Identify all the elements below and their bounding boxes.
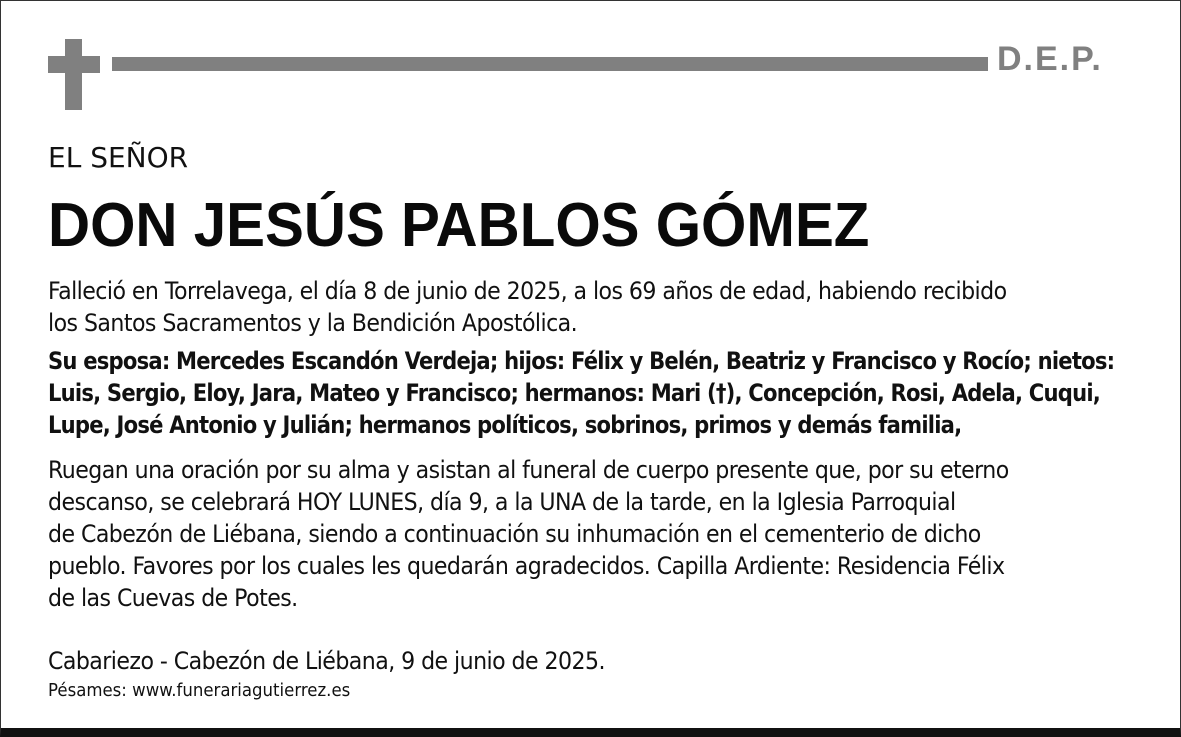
deceased-name: DON JESÚS PABLOS GÓMEZ <box>48 191 870 260</box>
text-line: Luis, Sergio, Eloy, Jara, Mateo y Francisco; hermanos: Mari (†), Concepción, Rosi, Adela, Cuqui, <box>48 379 1101 407</box>
text-line: Su esposa: Mercedes Escandón Verdeja; hijos: Félix y Belén, Beatriz y Francisco y Rocío; nietos: <box>48 347 1115 375</box>
cross-icon <box>48 39 100 110</box>
header-rule <box>112 57 988 71</box>
text-line: descanso, se celebrará HOY LUNES, día 9, a la UNA de la tarde, en la Iglesia Parroquial <box>48 488 956 516</box>
text-line: Falleció en Torrelavega, el día 8 de junio de 2025, a los 69 años de edad, habiendo recibido <box>48 277 1007 305</box>
text-line: pueblo. Favores por los cuales les quedarán agradecidos. Capilla Ardiente: Residencia Félix <box>48 552 1005 580</box>
dep-label: D.E.P. <box>997 40 1103 78</box>
intro-label: EL SEÑOR <box>48 141 189 174</box>
place-date: Cabariezo - Cabezón de Liébana, 9 de junio de 2025. <box>48 647 605 675</box>
text-line: los Santos Sacramentos y la Bendición Apostólica. <box>48 309 578 337</box>
text-line: Lupe, José Antonio y Julián; hermanos políticos, sobrinos, primos y demás familia, <box>48 411 962 439</box>
family-paragraph <box>48 345 1114 441</box>
funeral-paragraph <box>48 454 1009 614</box>
condolences-line: Pésames: www.funerariagutierrez.es <box>48 680 351 701</box>
text-line: de las Cuevas de Potes. <box>48 584 298 612</box>
text-line: Ruegan una oración por su alma y asistan al funeral de cuerpo presente que, por su eterno <box>48 456 1009 484</box>
text-line: de Cabezón de Liébana, siendo a continuación su inhumación en el cementerio de dicho <box>48 520 981 548</box>
death-notice-paragraph <box>48 275 1007 339</box>
